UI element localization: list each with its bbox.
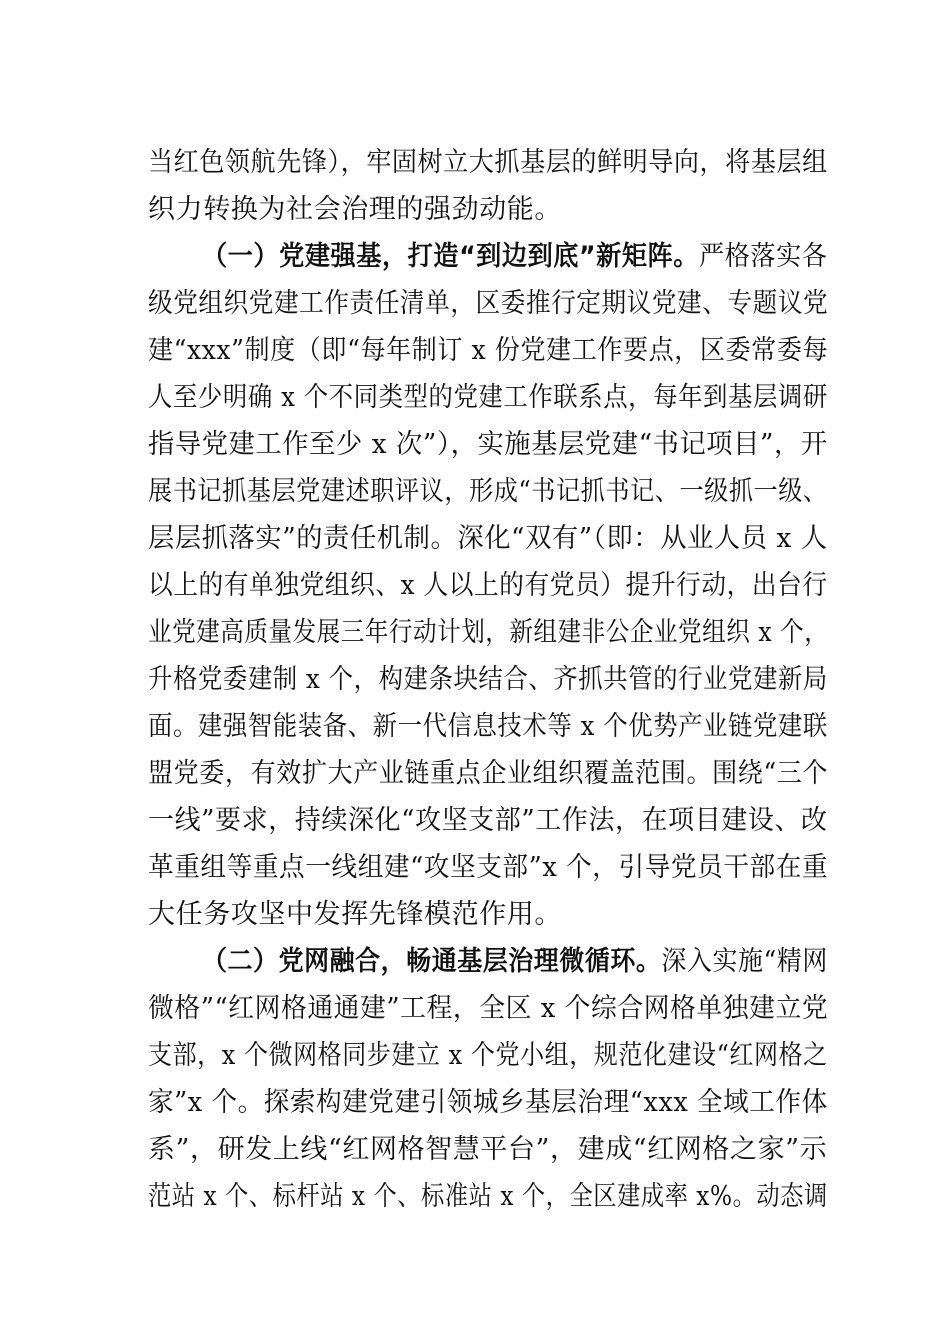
section1-line: 一线”要求，持续深化“攻坚支部”工作法，在项目建设、改	[148, 805, 828, 836]
section1-line: 级党组织党建工作责任清单，区委推行定期议党建、专题议党	[148, 288, 829, 319]
intro-line-2: 织力转换为社会治理的强劲动能。	[148, 194, 562, 225]
section1-line: 革重组等重点一线组建“攻坚支部”x 个，引导党员干部在重	[148, 852, 829, 883]
section2-line: 范站 x 个、标杆站 x 个、标准站 x 个，全区建成率 x%。动态调	[148, 1181, 828, 1212]
section2-heading: （二）党网融合，畅通基层治理微循环。	[202, 946, 662, 977]
section1-first-line-rest: 严格落实各	[698, 241, 828, 272]
section1-line: 面。建强智能装备、新一代信息技术等 x 个优势产业链党建联	[148, 711, 828, 742]
section2-line: 系”，研发上线“红网格智慧平台”，建成“红网格之家”示	[148, 1134, 828, 1165]
section1-line: 升格党委建制 x 个，构建条块结合、齐抓共管的行业党建新局	[148, 664, 828, 695]
section2-line: 微格”“红网格通通建”工程，全区 x 个综合网格单独建立党	[148, 993, 829, 1024]
section1-line: 业党建高质量发展三年行动计划，新组建非公企业党组织 x 个，	[148, 617, 829, 648]
section1-line: 层层抓落实”的责任机制。深化“双有”（即：从业人员 x 人	[148, 523, 828, 554]
section2-first-line-rest: 深入实施“精网	[661, 946, 828, 977]
section2-line: 支部，x 个微网格同步建立 x 个党小组，规范化建设“红网格之	[148, 1040, 828, 1071]
section1-line: 大任务攻坚中发挥先锋模范作用。	[148, 899, 562, 930]
section1-first-line	[202, 237, 828, 277]
section1-line: 指导党建工作至少 x 次”），实施基层党建“书记项目”，开	[148, 429, 828, 460]
section1-line: 以上的有单独党组织、x 人以上的有党员）提升行动，出台行	[148, 570, 828, 601]
section1-heading: （一）党建强基，打造“到边到底”新矩阵。	[202, 241, 699, 272]
section1-line: 人至少明确 x 个不同类型的党建工作联系点，每年到基层调研	[148, 382, 828, 413]
section2-line: 家”x 个。探索构建党建引领城乡基层治理“xxx 全域工作体	[148, 1087, 828, 1118]
section1-line: 建“xxx”制度（即“每年制订 x 份党建工作要点，区委常委每	[148, 335, 829, 366]
section1-line: 展书记抓基层党建述职评议，形成“书记抓书记、一级抓一级、	[148, 476, 828, 507]
intro-line-1: 当红色领航先锋），牢固树立大抓基层的鲜明导向，将基层组	[148, 147, 828, 178]
section2-first-line	[202, 942, 828, 982]
section1-line: 盟党委，有效扩大产业链重点企业组织覆盖范围。围绕“三个	[148, 758, 829, 789]
